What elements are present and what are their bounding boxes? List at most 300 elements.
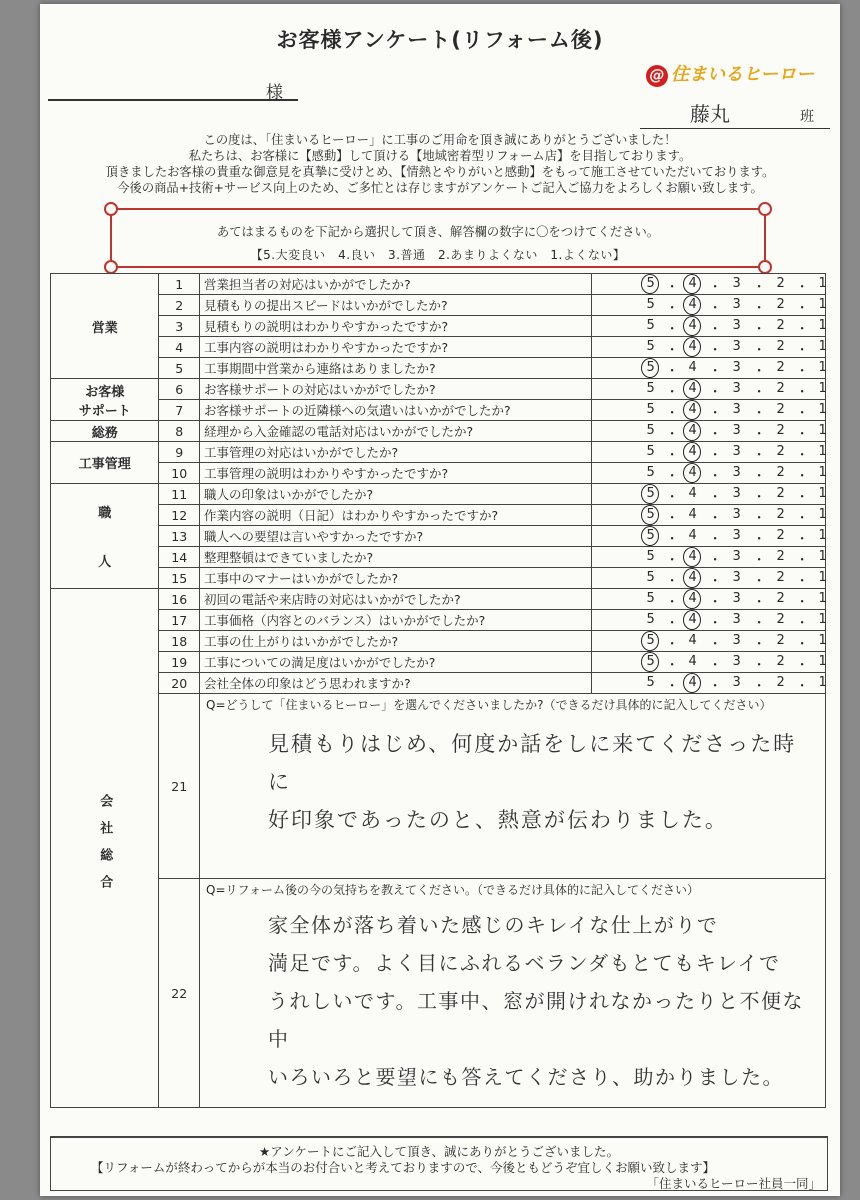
rating-option-2[interactable]: 2 (776, 675, 785, 690)
separator-dot: ・ (708, 469, 722, 484)
rating-cell (591, 295, 825, 316)
rating-option-5[interactable]: 5 (646, 318, 655, 333)
rating-option-4[interactable]: 4 (686, 612, 700, 627)
rating-options (596, 379, 827, 400)
rating-option-1[interactable]: 1 (818, 318, 827, 333)
rating-options (596, 631, 827, 652)
rating-option-4[interactable]: 4 (686, 381, 700, 396)
rating-option-2[interactable]: 2 (776, 423, 785, 438)
rating-option-5[interactable]: 5 (644, 276, 658, 291)
rating-cell (591, 358, 825, 379)
question-text: 見積もりの提出スピードはいかがでしたか? (200, 295, 592, 316)
intro-line: 今後の商品+技術+サービス向上のため、ご多忙とは存じますがアンケートご記入ご協力をよろしくお願い致します。 (117, 181, 763, 195)
separator-dot: ・ (795, 406, 809, 421)
survey-sheet (40, 4, 840, 1196)
footer (50, 1136, 828, 1191)
question-row (51, 484, 826, 505)
question-number: 22 (159, 879, 200, 1108)
question-text: 工事についての満足度はいかがでしたか? (200, 652, 592, 673)
separator-dot: ・ (752, 322, 766, 337)
rating-option-4[interactable]: 4 (688, 360, 697, 375)
rating-option-5[interactable]: 5 (646, 465, 655, 480)
question-text: 経理から入金確認の電話対応はいかがでしたか? (200, 421, 592, 442)
open-question-text: Q=どうして「住まいるヒーロー」を選んでくださいましたか?（できるだけ具体的に記入してください） (206, 698, 772, 712)
separator-dot: ・ (752, 616, 766, 631)
question-number: 18 (159, 631, 200, 652)
rating-option-2[interactable]: 2 (776, 654, 785, 669)
question-text: 初回の電話や来店時の対応はいかがでしたか? (200, 589, 592, 610)
separator-dot: ・ (665, 490, 679, 505)
question-number: 16 (159, 589, 200, 610)
separator-dot: ・ (752, 448, 766, 463)
rating-option-3[interactable]: 3 (732, 528, 741, 543)
separator-dot: ・ (795, 532, 809, 547)
separator-dot: ・ (708, 616, 722, 631)
category-sales: 営業 (91, 320, 118, 336)
rating-option-3[interactable]: 3 (732, 381, 741, 396)
separator-dot: ・ (795, 574, 809, 589)
rating-option-3[interactable]: 3 (732, 276, 741, 291)
separator-dot: ・ (708, 364, 722, 379)
rating-option-3[interactable]: 3 (732, 402, 741, 417)
answer-line: 満足です。よく目にふれるベランダもとてもキレイで (268, 951, 781, 975)
rating-option-1[interactable]: 1 (818, 549, 827, 564)
question-number: 10 (159, 463, 200, 484)
rating-option-1[interactable]: 1 (818, 507, 827, 522)
question-text: 工事内容の説明はわかりやすかったですか? (200, 337, 592, 358)
rating-cell (591, 589, 825, 610)
rating-option-4[interactable]: 4 (686, 318, 700, 333)
answer-line: 好印象であったのと、熱意が伝わりました。 (268, 808, 728, 832)
rating-option-2[interactable]: 2 (776, 570, 785, 585)
rating-option-3[interactable]: 3 (732, 423, 741, 438)
separator-dot: ・ (708, 574, 722, 589)
separator-dot: ・ (665, 364, 679, 379)
question-row (51, 610, 826, 631)
rating-option-4[interactable]: 4 (686, 591, 700, 606)
question-row (51, 673, 826, 694)
separator-dot: ・ (708, 553, 722, 568)
representative-line (640, 128, 830, 129)
rating-option-3[interactable]: 3 (732, 360, 741, 375)
rating-cell (591, 442, 825, 463)
separator-dot: ・ (752, 427, 766, 442)
question-row (51, 379, 826, 400)
separator-dot: ・ (795, 280, 809, 295)
rating-option-4[interactable]: 4 (686, 675, 700, 690)
separator-dot: ・ (708, 658, 722, 673)
question-number: 19 (159, 652, 200, 673)
intro-line: この度は、「住まいるヒーロー」に工事のご用命を頂き誠にありがとうございました！ (203, 133, 677, 147)
rating-option-5[interactable]: 5 (646, 402, 655, 417)
rating-options (596, 316, 827, 337)
company-logo (646, 60, 814, 87)
rating-option-5[interactable]: 5 (646, 444, 655, 459)
rating-option-1[interactable]: 1 (818, 360, 827, 375)
rating-options (596, 337, 827, 358)
rating-option-3[interactable]: 3 (732, 297, 741, 312)
question-text: お客様サポートの近隣様への気遣いはいかがでしたか? (200, 400, 592, 421)
separator-dot: ・ (795, 427, 809, 442)
separator-dot: ・ (752, 553, 766, 568)
rating-cell (591, 463, 825, 484)
rating-options (596, 421, 827, 442)
separator-dot: ・ (752, 679, 766, 694)
category-label: 人 (98, 555, 112, 570)
open-answer-cell[interactable] (200, 879, 826, 1108)
rating-cell (591, 526, 825, 547)
separator-dot: ・ (665, 616, 679, 631)
category-company: 会社総合 (97, 794, 113, 902)
separator-dot: ・ (708, 637, 722, 652)
separator-dot: ・ (708, 322, 722, 337)
rating-cell (591, 484, 825, 505)
rating-option-3[interactable]: 3 (732, 507, 741, 522)
question-number: 12 (159, 505, 200, 526)
rating-option-5[interactable]: 5 (644, 654, 658, 669)
rating-option-5[interactable]: 5 (646, 381, 655, 396)
rating-option-1[interactable]: 1 (818, 297, 827, 312)
rating-option-4[interactable]: 4 (688, 528, 697, 543)
separator-dot: ・ (795, 469, 809, 484)
rating-cell (591, 610, 825, 631)
rating-option-2[interactable]: 2 (776, 465, 785, 480)
rating-option-5[interactable]: 5 (646, 612, 655, 627)
open-answer-cell[interactable] (200, 694, 826, 879)
intro-line: 私たちは、お客様に【感動】して頂ける【地域密着型リフォーム店】を目指しております。 (188, 149, 692, 163)
rating-cell (591, 274, 825, 295)
rating-scale-legend: 【5.大変良い 4.良い 3.普通 2.あまりよくない 1.よくない】 (250, 248, 626, 262)
answer-line: いろいろと要望にも答えてくださり、助かりました。 (268, 1065, 785, 1089)
rating-options (596, 547, 827, 568)
question-text: 工事の仕上がりはいかがでしたか? (200, 631, 592, 652)
open-question-row (51, 694, 826, 879)
rating-option-1[interactable]: 1 (818, 528, 827, 543)
separator-dot: ・ (665, 280, 679, 295)
separator-dot: ・ (708, 490, 722, 505)
question-text: 工事価格（内容とのバランス）はいかがでしたか? (200, 610, 592, 631)
separator-dot: ・ (708, 427, 722, 442)
separator-dot: ・ (752, 490, 766, 505)
question-text: お客様サポートの対応はいかがでしたか? (200, 379, 592, 400)
rating-option-4[interactable]: 4 (686, 402, 700, 417)
question-row (51, 274, 826, 295)
question-number: 8 (159, 421, 200, 442)
question-row (51, 526, 826, 547)
question-number: 20 (159, 673, 200, 694)
separator-dot: ・ (665, 427, 679, 442)
question-row (51, 295, 826, 316)
rating-option-4[interactable]: 4 (688, 486, 697, 501)
rating-option-3[interactable]: 3 (732, 612, 741, 627)
separator-dot: ・ (708, 511, 722, 526)
question-number: 9 (159, 442, 200, 463)
rating-option-4[interactable]: 4 (688, 654, 697, 669)
open-question-text: Q=リフォーム後の今の気持ちを教えてください。（できるだけ具体的に記入してください） (206, 883, 699, 897)
question-row (51, 505, 826, 526)
open-question-row (51, 879, 826, 1108)
rating-option-3[interactable]: 3 (732, 318, 741, 333)
rating-option-2[interactable]: 2 (776, 444, 785, 459)
separator-dot: ・ (752, 532, 766, 547)
rating-option-3[interactable]: 3 (732, 339, 741, 354)
rating-option-2[interactable]: 2 (776, 507, 785, 522)
customer-honorific: 様 (266, 83, 283, 103)
intro-text (40, 132, 840, 196)
separator-dot: ・ (752, 595, 766, 610)
question-row (51, 358, 826, 379)
rating-option-4[interactable]: 4 (686, 297, 700, 312)
logo-mark-icon: @ (646, 65, 668, 87)
question-number: 21 (159, 694, 200, 879)
category-cell (51, 274, 159, 379)
question-text: 整理整頓はできていましたか? (200, 547, 592, 568)
separator-dot: ・ (795, 511, 809, 526)
question-text: 工事管理の対応はいかがでしたか? (200, 442, 592, 463)
separator-dot: ・ (665, 637, 679, 652)
rating-options (596, 505, 827, 526)
rating-option-3[interactable]: 3 (732, 444, 741, 459)
rating-option-3[interactable]: 3 (732, 633, 741, 648)
separator-dot: ・ (795, 448, 809, 463)
separator-dot: ・ (752, 511, 766, 526)
question-row (51, 463, 826, 484)
rating-option-5[interactable]: 5 (646, 591, 655, 606)
category-cell (51, 379, 159, 421)
category-support (79, 385, 131, 419)
answer-line: 家全体が落ち着いた感じのキレイな仕上がりで (268, 913, 719, 937)
rating-option-3[interactable]: 3 (732, 486, 741, 501)
rating-option-3[interactable]: 3 (732, 675, 741, 690)
rating-option-5[interactable]: 5 (644, 507, 658, 522)
separator-dot: ・ (795, 553, 809, 568)
rating-option-1[interactable]: 1 (818, 444, 827, 459)
rating-option-2[interactable]: 2 (776, 549, 785, 564)
rating-options (596, 652, 827, 673)
rating-option-4[interactable]: 4 (686, 423, 700, 438)
question-row (51, 547, 826, 568)
question-number: 11 (159, 484, 200, 505)
team-label: 班 (800, 109, 814, 125)
question-row (51, 316, 826, 337)
rating-option-3[interactable]: 3 (732, 570, 741, 585)
rating-options (596, 274, 827, 295)
rating-option-3[interactable]: 3 (732, 465, 741, 480)
rating-option-3[interactable]: 3 (732, 549, 741, 564)
rating-options (596, 442, 827, 463)
rating-options (596, 484, 827, 505)
rating-option-1[interactable]: 1 (818, 612, 827, 627)
separator-dot: ・ (752, 637, 766, 652)
question-text: 職人への要望は言いやすかったですか? (200, 526, 592, 547)
rating-options (596, 610, 827, 631)
rating-option-2[interactable]: 2 (776, 381, 785, 396)
category-construction: 工事管理 (78, 457, 131, 472)
question-number: 15 (159, 568, 200, 589)
rating-options (596, 463, 827, 484)
rating-options (596, 295, 827, 316)
question-number: 7 (159, 400, 200, 421)
rating-option-1[interactable]: 1 (818, 465, 827, 480)
rating-option-2[interactable]: 2 (776, 528, 785, 543)
separator-dot: ・ (795, 490, 809, 505)
rating-cell (591, 505, 825, 526)
question-number: 1 (159, 274, 200, 295)
rating-option-5[interactable]: 5 (644, 633, 658, 648)
separator-dot: ・ (752, 574, 766, 589)
rating-option-3[interactable]: 3 (732, 654, 741, 669)
category-general: 総務 (91, 425, 118, 441)
rating-option-5[interactable]: 5 (644, 486, 658, 501)
rating-option-4[interactable]: 4 (686, 276, 700, 291)
separator-dot: ・ (708, 301, 722, 316)
rating-option-1[interactable]: 1 (818, 591, 827, 606)
separator-dot: ・ (665, 595, 679, 610)
rating-cell (591, 652, 825, 673)
separator-dot: ・ (665, 448, 679, 463)
rating-option-5[interactable]: 5 (644, 528, 658, 543)
separator-dot: ・ (795, 658, 809, 673)
rating-option-2[interactable]: 2 (776, 318, 785, 333)
question-number: 17 (159, 610, 200, 631)
rating-option-2[interactable]: 2 (776, 591, 785, 606)
separator-dot: ・ (708, 406, 722, 421)
rating-option-4[interactable]: 4 (686, 339, 700, 354)
rating-cell (591, 421, 825, 442)
handwritten-answer (206, 906, 819, 1096)
rating-option-4[interactable]: 4 (686, 570, 700, 585)
rating-options (596, 568, 827, 589)
question-number: 3 (159, 316, 200, 337)
rating-options (596, 400, 827, 421)
question-text: 工事中のマナーはいかがでしたか? (200, 568, 592, 589)
separator-dot: ・ (795, 679, 809, 694)
separator-dot: ・ (752, 385, 766, 400)
rating-cell (591, 316, 825, 337)
separator-dot: ・ (665, 553, 679, 568)
rating-option-5[interactable]: 5 (646, 570, 655, 585)
rating-option-5[interactable]: 5 (646, 675, 655, 690)
rating-option-2[interactable]: 2 (776, 276, 785, 291)
separator-dot: ・ (665, 658, 679, 673)
footer-thanks: ★アンケートにご記入して頂き、誠にありがとうございました。 (259, 1144, 619, 1159)
category-cell (51, 484, 159, 589)
question-text: 見積もりの説明はわかりやすかったですか? (200, 316, 592, 337)
rating-option-2[interactable]: 2 (776, 612, 785, 627)
question-row (51, 631, 826, 652)
rating-option-5[interactable]: 5 (646, 339, 655, 354)
rating-option-2[interactable]: 2 (776, 402, 785, 417)
rating-options (596, 358, 827, 379)
page-title: お客様アンケート(リフォーム後) (276, 28, 604, 52)
rating-option-1[interactable]: 1 (818, 570, 827, 585)
rating-option-5[interactable]: 5 (644, 360, 658, 375)
question-row (51, 421, 826, 442)
rating-option-2[interactable]: 2 (776, 297, 785, 312)
rating-option-4[interactable]: 4 (688, 507, 697, 522)
rating-option-1[interactable]: 1 (818, 381, 827, 396)
rating-option-1[interactable]: 1 (818, 486, 827, 501)
scroll-curl-icon (758, 202, 772, 216)
instruction-text: あてはまるものを下記から選択して頂き、解答欄の数字に〇をつけてください。 (216, 225, 660, 239)
rating-option-5[interactable]: 5 (646, 297, 655, 312)
separator-dot: ・ (665, 679, 679, 694)
footer-message: 【リフォームが終わってからが本当のお付合いと考えておりますので、今後ともどうぞ宜しくお願い致します】 (91, 1160, 716, 1175)
question-number: 5 (159, 358, 200, 379)
separator-dot: ・ (795, 301, 809, 316)
separator-dot: ・ (795, 322, 809, 337)
question-number: 2 (159, 295, 200, 316)
separator-dot: ・ (665, 469, 679, 484)
rating-cell (591, 400, 825, 421)
rating-option-5[interactable]: 5 (646, 423, 655, 438)
representative-name: 藤丸 (690, 102, 730, 126)
separator-dot: ・ (708, 595, 722, 610)
category-label: サポート (78, 403, 131, 419)
rating-option-1[interactable]: 1 (818, 339, 827, 354)
rating-option-1[interactable]: 1 (818, 675, 827, 690)
question-text: 作業内容の説明（日記）はわかりやすかったですか? (200, 505, 592, 526)
rating-option-5[interactable]: 5 (646, 549, 655, 564)
rating-options (596, 526, 827, 547)
rating-option-1[interactable]: 1 (818, 402, 827, 417)
logo-text: 住まいるヒーロー (671, 64, 815, 85)
rating-option-2[interactable]: 2 (776, 339, 785, 354)
question-row (51, 652, 826, 673)
rating-option-2[interactable]: 2 (776, 486, 785, 501)
separator-dot: ・ (795, 595, 809, 610)
separator-dot: ・ (795, 616, 809, 631)
survey-table (50, 273, 826, 1108)
rating-cell (591, 379, 825, 400)
rating-option-4[interactable]: 4 (686, 549, 700, 564)
rating-option-1[interactable]: 1 (818, 654, 827, 669)
separator-dot: ・ (708, 343, 722, 358)
question-text: 工事管理の説明はわかりやすかったですか? (200, 463, 592, 484)
separator-dot: ・ (708, 448, 722, 463)
separator-dot: ・ (752, 301, 766, 316)
rating-option-1[interactable]: 1 (818, 423, 827, 438)
rating-cell (591, 547, 825, 568)
question-row (51, 442, 826, 463)
category-cell (51, 421, 159, 442)
separator-dot: ・ (795, 385, 809, 400)
rating-option-4[interactable]: 4 (686, 444, 700, 459)
category-label: お客様 (85, 384, 125, 400)
rating-option-1[interactable]: 1 (818, 633, 827, 648)
separator-dot: ・ (708, 679, 722, 694)
separator-dot: ・ (665, 385, 679, 400)
separator-dot: ・ (665, 574, 679, 589)
rating-option-2[interactable]: 2 (776, 360, 785, 375)
separator-dot: ・ (665, 406, 679, 421)
category-cell (51, 442, 159, 484)
rating-option-1[interactable]: 1 (818, 276, 827, 291)
rating-option-2[interactable]: 2 (776, 633, 785, 648)
rating-option-4[interactable]: 4 (686, 465, 700, 480)
separator-dot: ・ (795, 637, 809, 652)
rating-cell (591, 337, 825, 358)
separator-dot: ・ (665, 322, 679, 337)
rating-cell (591, 631, 825, 652)
rating-options (596, 673, 827, 694)
question-row (51, 589, 826, 610)
footer-signature: 「住まいるヒーロー社員一同」 (646, 1176, 821, 1191)
instruction-scroll (110, 208, 766, 268)
rating-option-3[interactable]: 3 (732, 591, 741, 606)
rating-cell (591, 568, 825, 589)
rating-option-4[interactable]: 4 (688, 633, 697, 648)
